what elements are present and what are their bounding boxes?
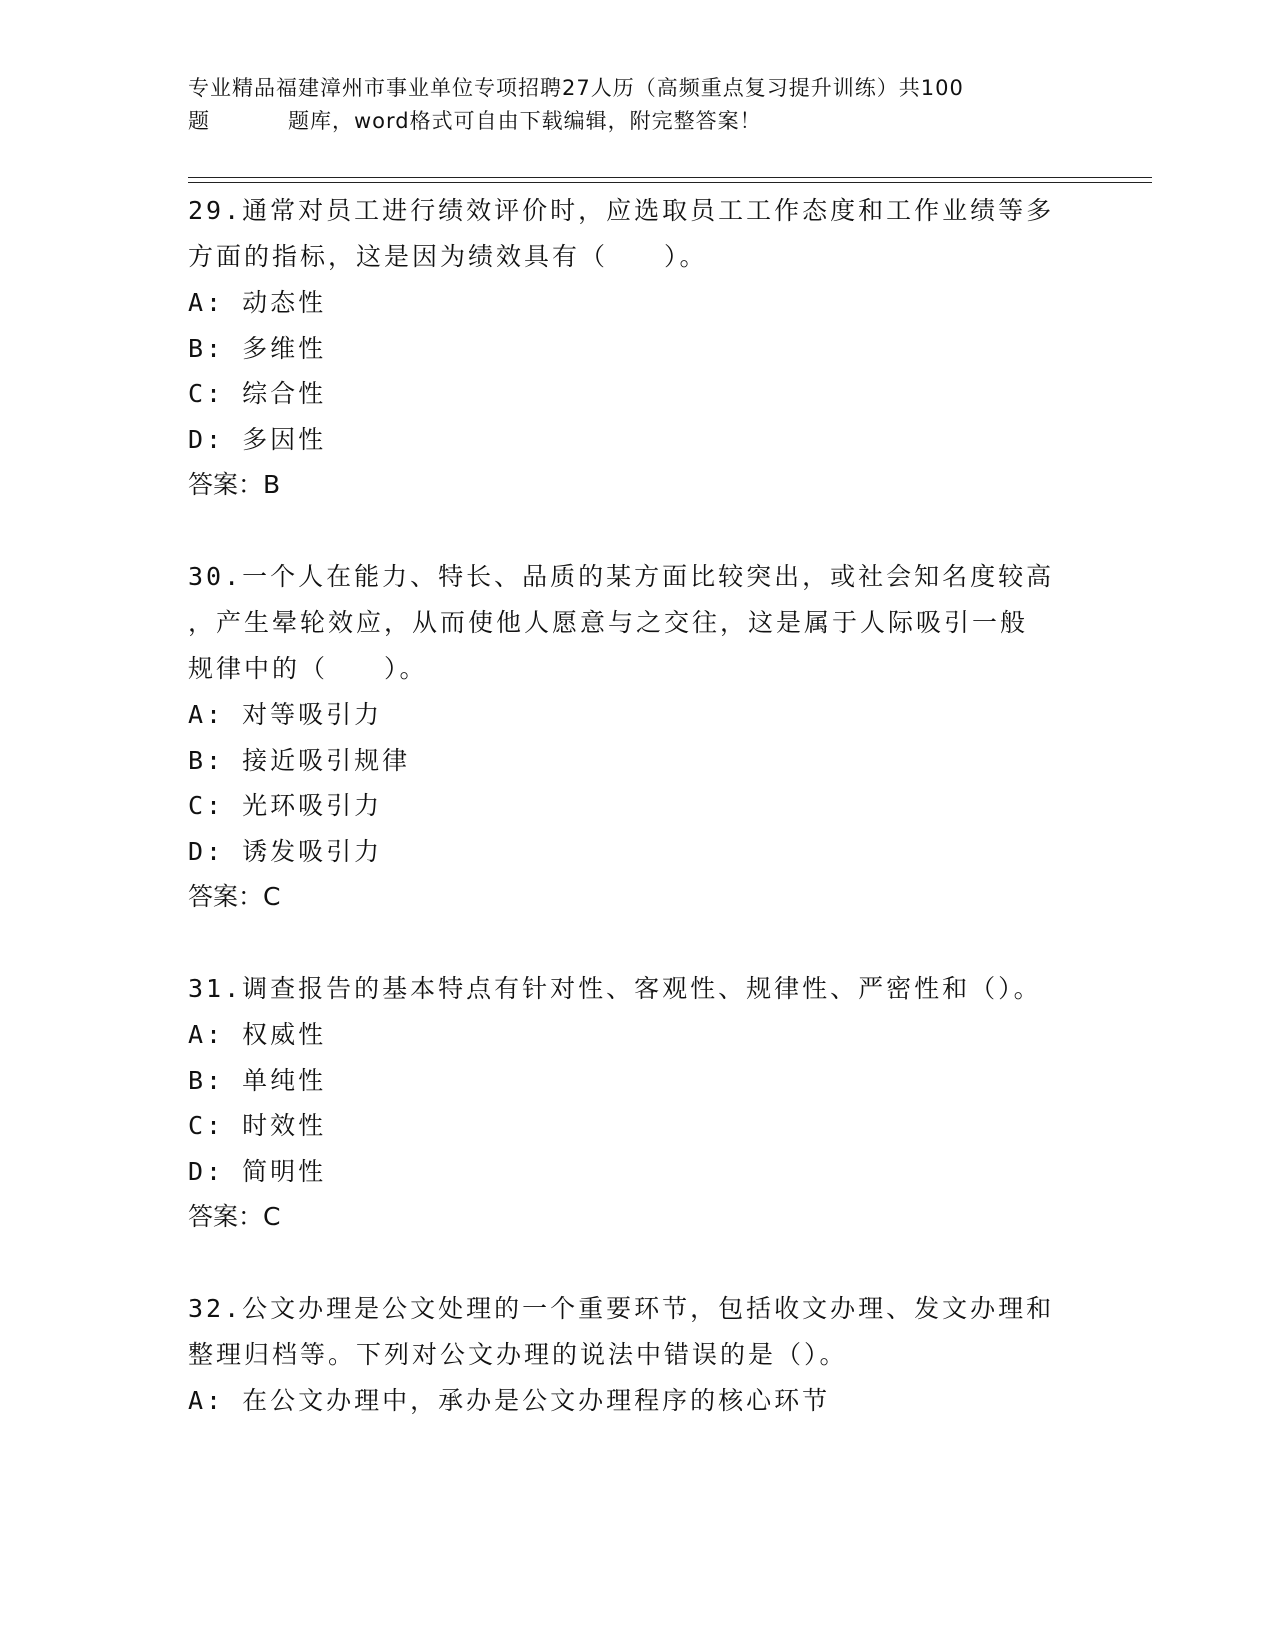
question-list (188, 188, 1088, 1424)
question-text: 方面的指标，这是因为绩效具有（ ）。 (188, 242, 708, 271)
header-title-line2 (188, 105, 1088, 138)
answer: 答案：C (188, 1202, 281, 1231)
option-b: B: 接近吸引规律 (188, 745, 411, 775)
question-32 (188, 1286, 1088, 1424)
question-text: 29.通常对员工进行绩效评价时，应选取员工工作态度和工作业绩等多 (188, 196, 1055, 225)
option-c: C: 综合性 (188, 379, 327, 408)
answer: 答案：B (188, 470, 281, 499)
header-divider-bottom (188, 182, 1152, 183)
option-d: D: 诱发吸引力 (188, 836, 383, 866)
option-a: A: 对等吸引力 (188, 700, 383, 729)
question-text: 整理归档等。下列对公文办理的说法中错误的是（）。 (188, 1340, 848, 1369)
spacer (188, 920, 1088, 966)
header-subtitle: 题库，word格式可自由下载编辑，附完整答案！ (288, 109, 762, 133)
option-b: B: 单纯性 (188, 1065, 327, 1095)
question-text: 31.调查报告的基本特点有针对性、客观性、规律性、严密性和（）。 (188, 974, 1042, 1003)
spacer (188, 1240, 1088, 1286)
question-29 (188, 188, 1088, 508)
answer: 答案：C (188, 882, 281, 911)
document-header (188, 72, 1088, 138)
option-d: D: 简明性 (188, 1156, 327, 1186)
option-b: B: 多维性 (188, 333, 327, 363)
question-text: 32.公文办理是公文处理的一个重要环节，包括收文办理、发文办理和 (188, 1294, 1055, 1323)
option-d: D: 多因性 (188, 424, 327, 454)
option-c: C: 时效性 (188, 1111, 327, 1140)
option-a: A: 权威性 (188, 1020, 327, 1049)
option-a: A: 在公文办理中，承办是公文办理程序的核心环节 (188, 1386, 831, 1415)
header-title-fragment: 题 (188, 109, 210, 133)
question-text: 规律中的（ ）。 (188, 654, 428, 683)
header-divider-top (188, 177, 1152, 178)
header-title-line1: 专业精品福建漳州市事业单位专项招聘27人历（高频重点复习提升训练）共100 (188, 76, 964, 100)
option-a: A: 动态性 (188, 288, 327, 317)
question-31 (188, 966, 1088, 1240)
question-text: 30.一个人在能力、特长、品质的某方面比较突出，或社会知名度较高 (188, 562, 1055, 591)
question-text: ，产生晕轮效应，从而使他人愿意与之交往，这是属于人际吸引一般 (188, 608, 1029, 637)
option-c: C: 光环吸引力 (188, 791, 383, 820)
spacer (188, 508, 1088, 554)
question-30 (188, 554, 1088, 920)
